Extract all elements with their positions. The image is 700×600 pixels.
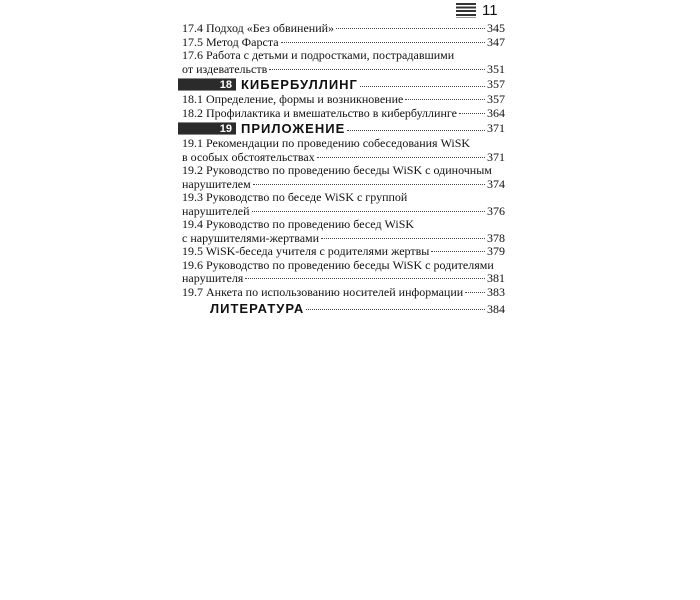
page-ref: 379 — [487, 244, 505, 258]
dot-leader — [347, 130, 485, 131]
chapter-number: 19 — [178, 122, 236, 135]
page-ref: 371 — [487, 149, 505, 164]
toc-entry[interactable] — [182, 245, 505, 259]
page-ref: 371 — [487, 121, 505, 135]
page-ref: 378 — [487, 230, 505, 245]
toc-entry[interactable] — [182, 107, 505, 121]
toc-entry[interactable] — [182, 49, 505, 76]
page-marker-icon — [456, 3, 476, 18]
entry-title-line2: нарушителей — [182, 203, 250, 218]
page-ref: 357 — [487, 92, 505, 106]
toc-entry[interactable] — [182, 286, 505, 300]
entry-title: 17.4 Подход «Без обвинений» — [182, 21, 335, 35]
entry-title-line2: в особых обстоятельствах — [182, 149, 315, 164]
entry-title-line1: 19.1 Рекомендации по проведению собеседования WiSK — [182, 136, 471, 150]
dot-leader — [245, 278, 485, 279]
chapter-heading[interactable] — [178, 121, 505, 136]
table-of-contents — [182, 22, 505, 317]
page-ref: 345 — [487, 21, 505, 35]
dot-leader — [459, 113, 485, 114]
page-ref: 384 — [487, 302, 505, 316]
toc-entry[interactable] — [182, 137, 505, 164]
bibliography-entry[interactable] — [182, 301, 505, 317]
entry-title: 18.1 Определение, формы и возникновение — [182, 92, 404, 106]
dot-leader — [405, 99, 485, 100]
toc-entry[interactable] — [182, 164, 505, 191]
page-ref: 383 — [487, 284, 505, 299]
dot-leader — [360, 86, 485, 87]
entry-title-line2: нарушителем — [182, 176, 251, 191]
page-ref: 357 — [487, 77, 505, 91]
dot-leader — [281, 42, 485, 43]
toc-entry[interactable] — [182, 191, 505, 218]
page-number: 11 — [482, 2, 498, 19]
toc-entry[interactable] — [182, 22, 505, 36]
toc-entry[interactable] — [182, 218, 505, 245]
page-ref: 347 — [487, 34, 505, 49]
dot-leader — [253, 184, 485, 185]
entry-title-line1: 17.6 Работа с детьми и подростками, пострадавшими — [182, 48, 455, 62]
entry-title-line1: 19.3 Руководство по беседе WiSK с группой — [182, 190, 408, 204]
page-ref: 351 — [487, 61, 505, 76]
entry-title-line1: 19.4 Руководство по проведению бесед WiSK — [182, 217, 415, 231]
chapter-title: КИБЕРБУЛЛИНГ — [241, 77, 358, 92]
entry-title-line2: с нарушителями-жертвами — [182, 230, 320, 245]
page-ref: 374 — [487, 176, 505, 191]
toc-entry[interactable] — [182, 259, 505, 286]
entry-title-line2: нарушителя — [182, 271, 244, 285]
page-ref: 381 — [487, 271, 505, 285]
page-header — [456, 2, 498, 19]
entry-title-line1: 19.2 Руководство по проведению беседы WiSK с одиночным — [182, 163, 492, 177]
page-ref: 364 — [487, 105, 505, 120]
dot-leader — [336, 28, 485, 29]
dot-leader — [431, 251, 485, 252]
dot-leader — [306, 309, 485, 310]
entry-title-line1: 19.6 Руководство по проведению беседы WiSK с родителями — [182, 257, 494, 272]
chapter-title: ПРИЛОЖЕНИЕ — [241, 121, 346, 136]
toc-entry[interactable] — [182, 36, 505, 50]
chapter-number: 18 — [178, 78, 236, 91]
page-ref: 376 — [487, 203, 505, 218]
bibliography-title: ЛИТЕРАТУРА — [210, 301, 305, 316]
toc-entry[interactable] — [182, 93, 505, 107]
entry-title-line2: от издевательств — [182, 61, 268, 76]
dot-leader — [252, 211, 485, 212]
dot-leader — [321, 238, 485, 239]
dot-leader — [269, 69, 485, 70]
dot-leader — [465, 292, 485, 293]
entry-title: 17.5 Метод Фарста — [182, 34, 279, 49]
entry-title: 19.7 Анкета по использованию носителей информации — [182, 284, 464, 299]
entry-title: 19.5 WiSK-беседа учителя с родителями жертвы — [182, 244, 430, 258]
entry-title: 18.2 Профилактика и вмешательство в кибербуллинге — [182, 105, 457, 120]
dot-leader — [317, 157, 485, 158]
chapter-heading[interactable] — [178, 77, 505, 92]
